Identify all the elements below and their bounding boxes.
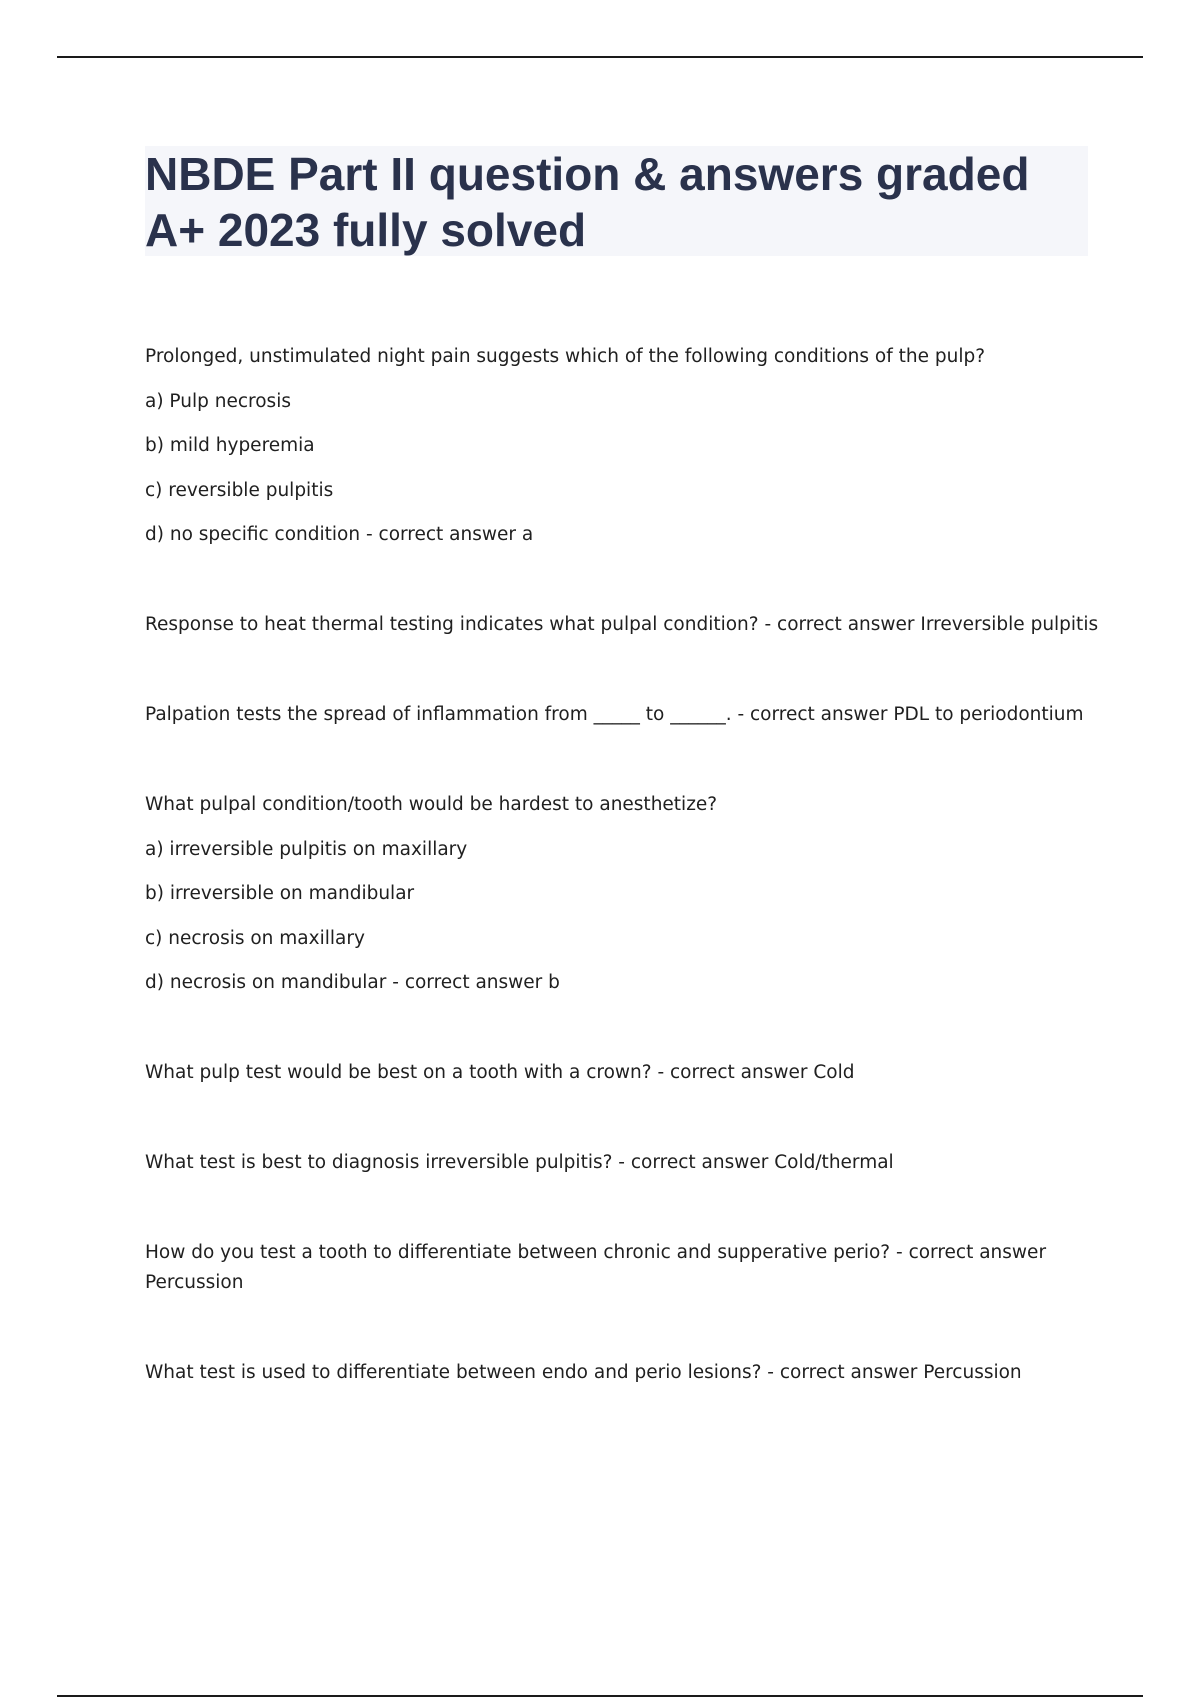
qa-item-1 — [145, 342, 1105, 550]
qa-list — [145, 342, 1105, 1388]
bottom-rule — [57, 1695, 1143, 1697]
answer-continuation: Percussion — [145, 1272, 244, 1293]
question-with-answer: Response to heat thermal testing indicates what pulpal condition? - correct answer Irreversible pulpitis — [145, 614, 1099, 635]
qa-item-5 — [145, 1058, 1105, 1088]
qa-item-4 — [145, 790, 1105, 998]
option-d-with-answer: d) no specific condition - correct answer a — [145, 524, 534, 545]
qa-item-7 — [145, 1238, 1105, 1298]
question-with-answer: What pulp test would be best on a tooth with a crown? - correct answer Cold — [145, 1062, 855, 1083]
question-with-answer: How do you test a tooth to differentiate between chronic and supperative perio? - correct answer — [145, 1242, 1047, 1263]
question-with-answer: Palpation tests the spread of inflammation from _____ to ______. - correct answer PDL to periodontium — [145, 704, 1084, 725]
option-a: a) Pulp necrosis — [145, 390, 291, 412]
question-with-answer: What test is used to differentiate between endo and perio lesions? - correct answer Percussion — [145, 1362, 1022, 1383]
qa-item-2 — [145, 610, 1105, 640]
title-line-1: NBDE Part II question & answers graded — [145, 148, 1030, 200]
title-line-2: A+ 2023 fully solved — [145, 204, 587, 256]
question-with-answer: What test is best to diagnosis irreversible pulpitis? - correct answer Cold/thermal — [145, 1152, 894, 1173]
option-a: a) irreversible pulpitis on maxillary — [145, 838, 468, 860]
qa-item-6 — [145, 1148, 1105, 1178]
page-title — [145, 146, 1088, 258]
title-block — [145, 146, 1088, 256]
qa-item-8 — [145, 1358, 1105, 1388]
option-c: c) reversible pulpitis — [145, 479, 334, 501]
option-d-with-answer: d) necrosis on mandibular - correct answer b — [145, 972, 560, 993]
qa-item-3 — [145, 700, 1105, 730]
top-rule — [57, 56, 1143, 58]
option-b: b) mild hyperemia — [145, 435, 315, 456]
question-text: What pulpal condition/tooth would be hardest to anesthetize? — [145, 794, 718, 815]
option-b: b) irreversible on mandibular — [145, 883, 415, 904]
option-c: c) necrosis on maxillary — [145, 927, 365, 949]
question-text: Prolonged, unstimulated night pain suggests which of the following conditions of the pulp? — [145, 346, 986, 367]
